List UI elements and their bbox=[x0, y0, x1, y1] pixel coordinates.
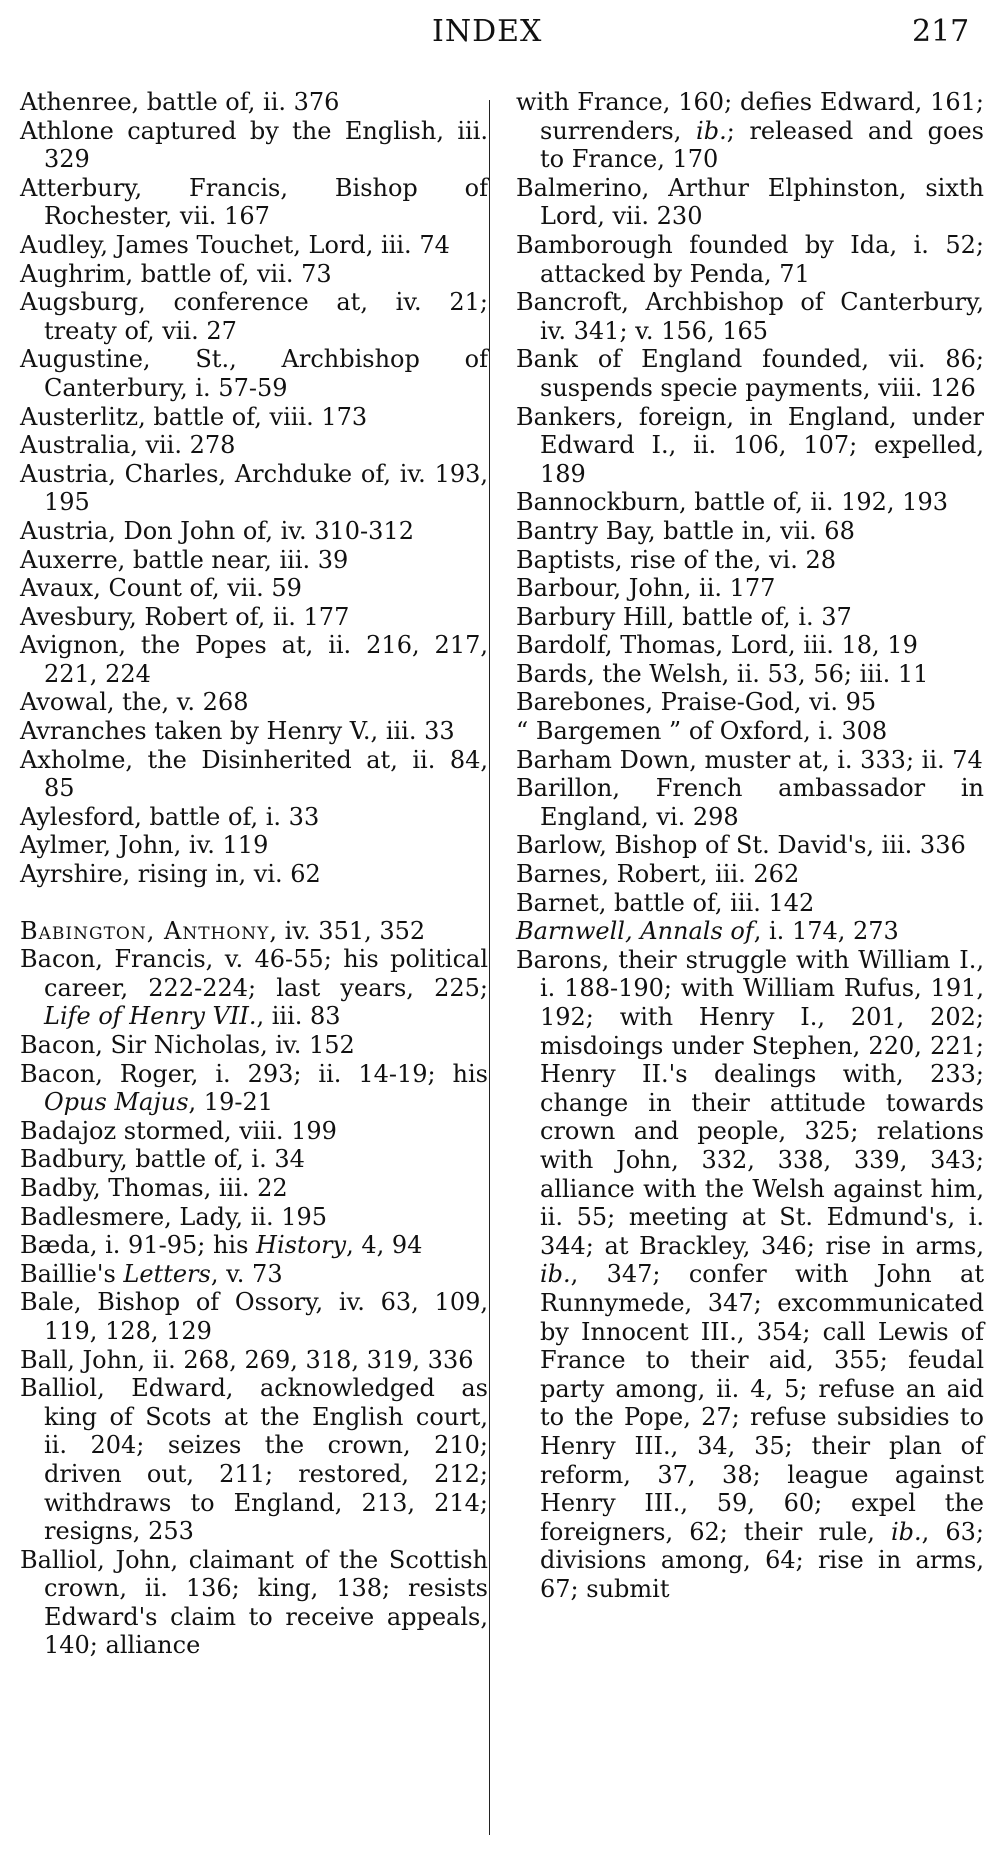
index-entry bbox=[20, 1031, 488, 1060]
entry-text: Avignon, the Popes at, ii. 216, 217, 221, 224 bbox=[20, 631, 488, 688]
entry-text: , iii. 83 bbox=[256, 1002, 341, 1031]
entry-text: Badlesmere, Lady, ii. 195 bbox=[20, 1202, 328, 1231]
entry-text: Baillie's bbox=[20, 1259, 124, 1288]
index-entry bbox=[20, 631, 488, 688]
entry-text: Bale, Bishop of Ossory, iv. 63, 109, 119, 128, 129 bbox=[20, 1288, 488, 1345]
index-entry bbox=[516, 88, 984, 174]
entry-text: Aylmer, John, iv. 119 bbox=[20, 831, 269, 860]
entry-text: , 4, 94 bbox=[346, 1231, 423, 1260]
index-entry bbox=[516, 889, 984, 918]
entry-text: Barebones, Praise-God, vi. 95 bbox=[516, 688, 877, 717]
entry-text: , 347; confer with John at Runnymede, 347; excommunicated by Innocent III., 354; call Lewis of France to their aid, 355; feudal party among, ii. 4, 5; refuse an aid to the Pope, 27; refuse subsidies to Henry III., 34, 35; their plan of reform, 37, 38; league against Henry III., 59, 60; expel the foreigners, 62; their rule, bbox=[540, 1260, 984, 1546]
index-entry bbox=[20, 1288, 488, 1345]
index-entry bbox=[20, 260, 488, 289]
index-entry bbox=[20, 574, 488, 603]
entry-text: Barnet, battle of, iii. 142 bbox=[516, 888, 815, 917]
entry-italic: History bbox=[256, 1231, 347, 1260]
index-entry bbox=[20, 860, 488, 889]
index-entry bbox=[516, 717, 984, 746]
entry-text: Ball, John, ii. 268, 269, 318, 319, 336 bbox=[20, 1345, 474, 1374]
index-entry bbox=[516, 174, 984, 231]
index-entry bbox=[20, 345, 488, 402]
entry-text: Axholme, the Disinherited at, ii. 84, 85 bbox=[20, 745, 488, 803]
entry-text: Bannockburn, battle of, ii. 192, 193 bbox=[516, 488, 948, 517]
entry-text: Badbury, battle of, i. 34 bbox=[20, 1145, 305, 1174]
entry-text: Balliol, Edward, acknowledged as king of Scots at the English court, ii. 204; seizes the crown, 210; driven out, 211; restored, 212; withdraws to England, 213, 214; resigns, 253 bbox=[20, 1374, 488, 1546]
entry-italic: ib. bbox=[540, 1260, 571, 1289]
entry-text: , 19-21 bbox=[188, 1088, 273, 1117]
index-entry bbox=[20, 831, 488, 860]
index-entry bbox=[20, 546, 488, 575]
entry-text: Aughrim, battle of, vii. 73 bbox=[20, 259, 332, 288]
index-entry bbox=[20, 1374, 488, 1546]
entry-text: ; released and goes to France, 170 bbox=[540, 116, 984, 174]
index-entry bbox=[516, 488, 984, 517]
entry-text: Australia, vii. 278 bbox=[20, 431, 236, 460]
index-entry bbox=[20, 517, 488, 546]
index-entry bbox=[20, 231, 488, 260]
entry-text: Barnes, Robert, iii. 262 bbox=[516, 860, 800, 889]
entry-heading: Babington, Anthony bbox=[20, 916, 270, 945]
index-entry bbox=[20, 1060, 488, 1117]
index-entry bbox=[20, 688, 488, 717]
page-header bbox=[0, 14, 1000, 58]
entry-text: Bancroft, Archbishop of Canterbury, iv. 341; v. 156, 165 bbox=[516, 288, 984, 345]
index-entry bbox=[20, 945, 488, 1031]
entry-italic: Opus Majus bbox=[44, 1088, 189, 1117]
entry-italic: Life of Henry VII. bbox=[44, 1002, 257, 1031]
index-entry bbox=[20, 1203, 488, 1232]
index-entry bbox=[20, 88, 488, 117]
index-entry bbox=[20, 917, 488, 946]
index-entry bbox=[20, 117, 488, 174]
entry-text: Bardolf, Thomas, Lord, iii. 18, 19 bbox=[516, 631, 918, 660]
index-entry bbox=[516, 688, 984, 717]
index-entry bbox=[516, 917, 984, 946]
index-entry bbox=[516, 546, 984, 575]
index-entry bbox=[516, 517, 984, 546]
index-entry bbox=[20, 174, 488, 231]
index-entry bbox=[20, 746, 488, 803]
entry-text: Augsburg, conference at, iv. 21; treaty of, vii. 27 bbox=[20, 288, 488, 345]
entry-text: Atterbury, Francis, Bishop of Rochester, vii. 167 bbox=[20, 173, 488, 231]
index-entry bbox=[516, 860, 984, 889]
index-entry bbox=[20, 403, 488, 432]
entry-text: Austria, Don John of, iv. 310-312 bbox=[20, 516, 414, 545]
index-entry bbox=[20, 803, 488, 832]
index-entry bbox=[20, 717, 488, 746]
index-entry bbox=[516, 403, 984, 489]
index-entry bbox=[516, 231, 984, 288]
entry-text: , 63; divisions among, 64; rise in arms, 67; submit bbox=[540, 1517, 984, 1603]
entry-text: Bacon, Francis, v. 46-55; his political career, 222-224; last years, 225; bbox=[20, 945, 488, 1002]
index-entry bbox=[516, 574, 984, 603]
entry-italic: ib. bbox=[890, 1517, 922, 1546]
entry-text: Ayrshire, rising in, vi. 62 bbox=[20, 860, 321, 889]
entry-text: Badajoz stormed, viii. 199 bbox=[20, 1116, 337, 1145]
index-entry bbox=[20, 1174, 488, 1203]
entry-text: Austerlitz, battle of, viii. 173 bbox=[20, 402, 368, 431]
entry-text: Athenree, battle of, ii. 376 bbox=[20, 88, 340, 116]
entry-text: Badby, Thomas, iii. 22 bbox=[20, 1173, 288, 1202]
index-entry bbox=[516, 660, 984, 689]
entry-text: Bæda, i. 91-95; his bbox=[20, 1231, 257, 1260]
entry-text: “ Bargemen ” of Oxford, i. 308 bbox=[516, 717, 888, 746]
entry-text: Bacon, Roger, i. 293; ii. 14-19; his bbox=[20, 1059, 488, 1088]
entry-text: Bank of England founded, vii. 86; suspends specie payments, viii. 126 bbox=[516, 345, 984, 402]
entry-text: with France, 160; defies Edward, 161; surrenders, bbox=[516, 88, 984, 145]
page-title: INDEX bbox=[432, 14, 543, 49]
index-entry bbox=[516, 345, 984, 402]
entry-text: Avesbury, Robert of, ii. 177 bbox=[20, 602, 350, 631]
entry-italic: Letters bbox=[123, 1259, 211, 1288]
index-entry bbox=[20, 1231, 488, 1260]
entry-text: Avowal, the, v. 268 bbox=[20, 688, 249, 717]
index-entry bbox=[516, 946, 984, 1604]
entry-text: Balmerino, Arthur Elphinston, sixth Lord, vii. 230 bbox=[516, 173, 984, 231]
entry-text: Audley, James Touchet, Lord, iii. 74 bbox=[20, 230, 450, 259]
index-entry bbox=[516, 831, 984, 860]
entry-text: Avaux, Count of, vii. 59 bbox=[20, 574, 302, 603]
index-column-left bbox=[20, 88, 488, 1660]
index-entry bbox=[20, 1346, 488, 1375]
entry-text: Austria, Charles, Archduke of, iv. 193, 195 bbox=[20, 459, 488, 517]
entry-text: Barons, their struggle with William I., i. 188-190; with William Rufus, 191, 192; with Henry I., 201, 202; misdoings under Stephen, 220, 221; Henry II.'s dealings with, 233; change in their attitude towards crown and people, 325; relations with John, 332, 338, 339, 343; alliance with the Welsh against him, ii. 55; meeting at St. Edmund's, i. 344; at Brackley, 346; rise in arms, bbox=[516, 945, 984, 1260]
page-number: 217 bbox=[912, 14, 970, 49]
index-entry bbox=[20, 288, 488, 345]
index-entry bbox=[20, 1117, 488, 1146]
index-entry bbox=[516, 603, 984, 632]
entry-text: Bards, the Welsh, ii. 53, 56; iii. 11 bbox=[516, 659, 929, 688]
index-column-right bbox=[516, 88, 984, 1603]
entry-text: Bankers, foreign, in England, under Edward I., ii. 106, 107; expelled, 189 bbox=[516, 402, 984, 488]
index-entry bbox=[20, 1546, 488, 1660]
column-divider bbox=[489, 100, 490, 1835]
entry-text: Athlone captured by the English, iii. 329 bbox=[20, 116, 488, 174]
entry-text: , v. 73 bbox=[210, 1259, 283, 1288]
index-entry bbox=[20, 460, 488, 517]
entry-text: Auxerre, battle near, iii. 39 bbox=[20, 545, 349, 574]
entry-text: Barillon, French ambassador in England, vi. 298 bbox=[516, 774, 984, 831]
entry-italic: ib. bbox=[696, 116, 727, 145]
entry-text: Bantry Bay, battle in, vii. 68 bbox=[516, 516, 855, 545]
entry-text: Aylesford, battle of, i. 33 bbox=[20, 802, 320, 831]
index-entry bbox=[20, 603, 488, 632]
index-entry bbox=[20, 1145, 488, 1174]
index-entry bbox=[20, 431, 488, 460]
entry-text: , i. 174, 273 bbox=[753, 917, 899, 946]
entry-text: , iv. 351, 352 bbox=[269, 916, 426, 945]
entry-text: Baptists, rise of the, vi. 28 bbox=[516, 545, 837, 574]
entry-text: Barbury Hill, battle of, i. 37 bbox=[516, 602, 852, 631]
entry-text: Barbour, John, ii. 177 bbox=[516, 574, 776, 603]
entry-italic-heading: Barnwell, Annals of bbox=[516, 917, 754, 946]
entry-text: Balliol, John, claimant of the Scottish crown, ii. 136; king, 138; resists Edward's claim to receive appeals, 140; alliance bbox=[20, 1545, 488, 1660]
index-entry bbox=[20, 1260, 488, 1289]
entry-text: Bacon, Sir Nicholas, iv. 152 bbox=[20, 1031, 355, 1059]
index-entry bbox=[516, 746, 984, 775]
entry-text: Bamborough founded by Ida, i. 52; attacked by Penda, 71 bbox=[516, 230, 984, 288]
index-entry bbox=[516, 288, 984, 345]
entry-text: Avranches taken by Henry V., iii. 33 bbox=[20, 717, 455, 746]
entry-text: Barlow, Bishop of St. David's, iii. 336 bbox=[516, 831, 966, 860]
entry-text: Augustine, St., Archbishop of Canterbury, i. 57-59 bbox=[20, 345, 488, 402]
index-entry bbox=[516, 774, 984, 831]
index-entry bbox=[516, 631, 984, 660]
entry-text: Barham Down, muster at, i. 333; ii. 74 bbox=[516, 745, 983, 774]
